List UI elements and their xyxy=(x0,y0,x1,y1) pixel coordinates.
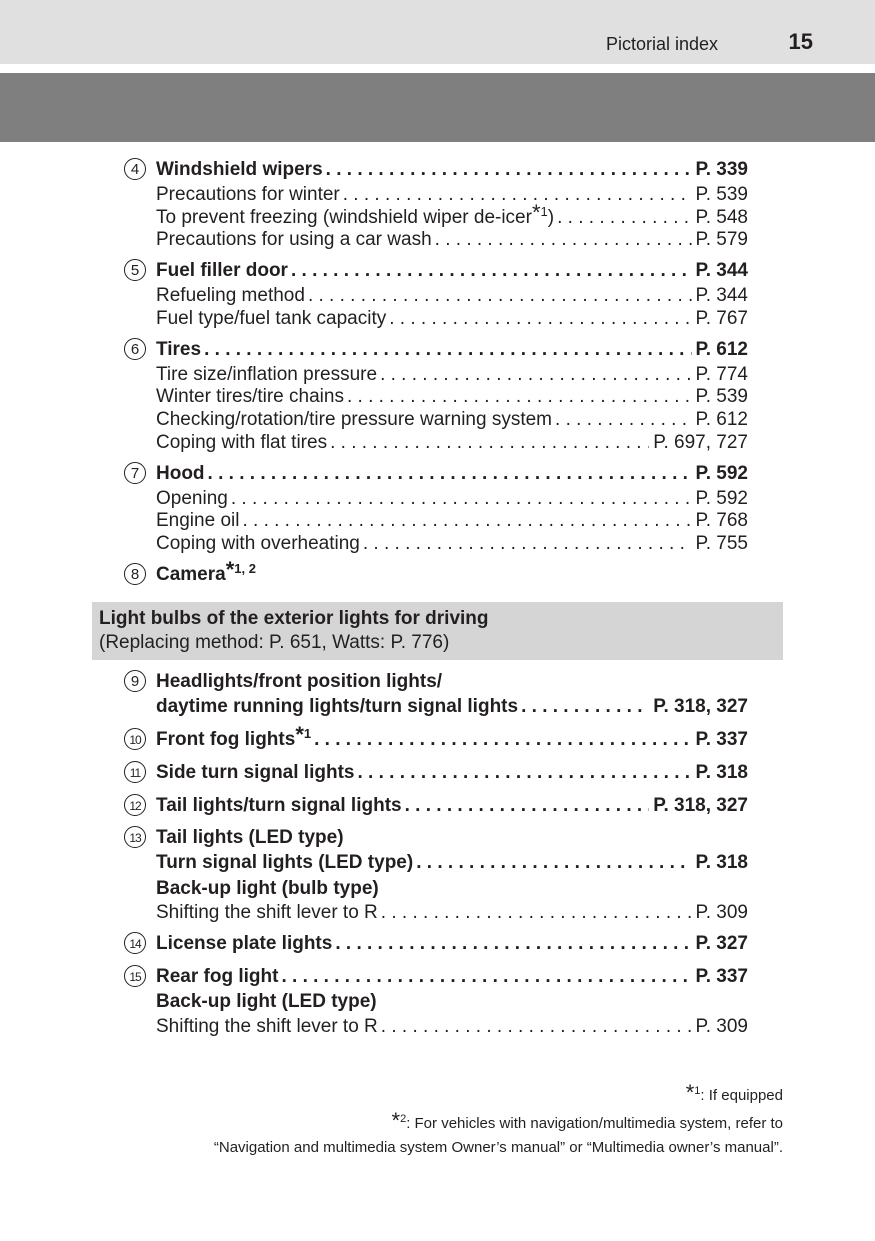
entry-page: P. 774 xyxy=(695,364,748,385)
entry-page: P. 755 xyxy=(695,533,748,554)
entry-label: Rear fog light xyxy=(156,966,279,987)
item-number-13: 13 xyxy=(124,826,146,848)
entry-page: P. 768 xyxy=(695,510,748,531)
entry-car-wash[interactable] xyxy=(156,228,748,252)
entry-front-fog-lights[interactable] xyxy=(156,722,748,752)
section-header-light-bulbs xyxy=(92,602,783,660)
entry-label: Engine oil xyxy=(156,510,240,531)
entry-page: P. 309 xyxy=(695,1016,748,1037)
item-number-4: 4 xyxy=(124,158,146,180)
header-title: Pictorial index xyxy=(605,34,718,54)
item-number-8: 8 xyxy=(124,563,146,585)
entry-label: Tail lights/turn signal lights xyxy=(156,795,402,816)
entry-prevent-freezing[interactable] xyxy=(156,200,748,230)
item-number-14: 14 xyxy=(124,932,146,954)
entry-label: Coping with flat tires xyxy=(156,432,328,453)
item-number-15: 15 xyxy=(124,965,146,987)
entry-label: Tire size/inflation pressure xyxy=(156,364,378,385)
entry-page: P. 592 xyxy=(695,488,748,509)
entry-label: Tires xyxy=(156,339,202,360)
entry-camera[interactable] xyxy=(156,557,748,587)
entry-page: P. 337 xyxy=(695,966,748,987)
entry-windshield-wipers[interactable] xyxy=(156,158,748,182)
entry-page: P. 539 xyxy=(695,386,748,407)
entry-label: Checking/rotation/tire pressure warning system xyxy=(156,409,553,430)
entry-page: P. 327 xyxy=(695,933,748,954)
entry-tires[interactable] xyxy=(156,338,748,362)
entry-flat-tires[interactable] xyxy=(156,431,748,455)
entry-tail-lights[interactable] xyxy=(156,794,748,818)
entry-label: Side turn signal lights xyxy=(156,762,355,783)
entry-headlights-line1[interactable] xyxy=(156,670,748,694)
item-number-7: 7 xyxy=(124,462,146,484)
entry-label: Shifting the shift lever to R xyxy=(156,1016,378,1037)
entry-label: License plate lights xyxy=(156,933,333,954)
entry-label: Precautions for winter xyxy=(156,184,340,205)
entry-page: P. 344 xyxy=(695,260,748,281)
entry-label: Winter tires/tire chains xyxy=(156,386,344,407)
entry-label: Fuel type/fuel tank capacity xyxy=(156,308,387,329)
entry-hood-opening[interactable] xyxy=(156,487,748,511)
entry-label: daytime running lights/turn signal lights xyxy=(156,696,519,717)
entry-side-turn-signal[interactable] xyxy=(156,761,748,785)
entry-page: P. 337 xyxy=(695,729,748,750)
entry-label: To prevent freezing (windshield wiper de-icer$^{*1}$) xyxy=(156,200,555,228)
entry-page: P. 612 xyxy=(695,339,748,360)
entry-page: P. 309 xyxy=(695,902,748,923)
entry-page: P. 592 xyxy=(695,463,748,484)
entry-page: P. 548 xyxy=(695,207,748,228)
entry-label: Opening xyxy=(156,488,228,509)
footnote-2-continued: “Navigation and multimedia system Owner’s manual” or “Multimedia owner’s manual”. xyxy=(213,1139,783,1156)
entry-page: P. 318, 327 xyxy=(653,795,748,816)
entry-backup-bulb[interactable] xyxy=(156,877,748,901)
entry-precautions-winter[interactable] xyxy=(156,183,748,207)
entry-hood[interactable] xyxy=(156,462,748,486)
entry-backup-led[interactable] xyxy=(156,990,748,1014)
entry-rear-fog-light[interactable] xyxy=(156,965,748,989)
entry-engine-oil[interactable] xyxy=(156,509,748,533)
entry-page: P. 539 xyxy=(695,184,748,205)
entry-label: Back-up light (LED type) xyxy=(156,991,377,1012)
header-band xyxy=(0,0,875,66)
entry-fuel-type[interactable] xyxy=(156,307,748,331)
entry-label: Back-up light (bulb type) xyxy=(156,878,379,899)
entry-label: Turn signal lights (LED type) xyxy=(156,852,414,873)
footnote-1: *$^1$: If equipped xyxy=(685,1080,783,1105)
page-number: 15 xyxy=(788,29,813,54)
entry-tire-checking[interactable] xyxy=(156,408,748,432)
entry-label: Hood xyxy=(156,463,205,484)
item-number-9: 9 xyxy=(124,670,146,692)
entry-label: Tail lights (LED type) xyxy=(156,827,344,848)
entry-page: P. 612 xyxy=(695,409,748,430)
entry-label: Headlights/front position lights/ xyxy=(156,671,443,692)
entry-tire-size[interactable] xyxy=(156,363,748,387)
entry-page: P. 579 xyxy=(695,229,748,250)
entry-page: P. 344 xyxy=(695,285,748,306)
item-number-12: 12 xyxy=(124,794,146,816)
entry-label: Precautions for using a car wash xyxy=(156,229,432,250)
entry-page: P. 339 xyxy=(695,159,748,180)
entry-shift-lever-r-1[interactable] xyxy=(156,901,748,925)
entry-tail-lights-led[interactable] xyxy=(156,826,748,850)
entry-label: Coping with overheating xyxy=(156,533,360,554)
entry-page: P. 318, 327 xyxy=(653,696,748,717)
entry-license-plate-lights[interactable] xyxy=(156,932,748,956)
item-number-11: 11 xyxy=(124,761,146,783)
entry-fuel-filler-door[interactable] xyxy=(156,259,748,283)
entry-turn-signal-led[interactable] xyxy=(156,851,748,875)
item-number-6: 6 xyxy=(124,338,146,360)
entry-label: Front fog lights$^{*1}$ xyxy=(156,722,312,750)
footnote-2: *$^2$: For vehicles with navigation/multimedia system, refer to xyxy=(391,1108,783,1133)
item-number-5: 5 xyxy=(124,259,146,281)
entry-refueling-method[interactable] xyxy=(156,284,748,308)
entry-label: Camera$^{*1, 2}$ xyxy=(156,557,256,585)
entry-label: Fuel filler door xyxy=(156,260,288,281)
entry-overheating[interactable] xyxy=(156,532,748,556)
entry-label: Shifting the shift lever to R xyxy=(156,902,378,923)
header-gray-bar xyxy=(0,73,875,142)
item-number-10: 10 xyxy=(124,728,146,750)
entry-page: P. 318 xyxy=(695,762,748,783)
entry-page: P. 318 xyxy=(695,852,748,873)
entry-winter-tires[interactable] xyxy=(156,385,748,409)
section-subtitle: (Replacing method: P. 651, Watts: P. 776) xyxy=(99,632,450,653)
entry-page: P. 697, 727 xyxy=(653,432,748,453)
entry-label: Windshield wipers xyxy=(156,159,323,180)
entry-headlights-line2[interactable] xyxy=(156,695,748,719)
entry-page: P. 767 xyxy=(695,308,748,329)
entry-label: Refueling method xyxy=(156,285,305,306)
section-title: Light bulbs of the exterior lights for driving xyxy=(99,608,489,629)
entry-shift-lever-r-2[interactable] xyxy=(156,1015,748,1039)
